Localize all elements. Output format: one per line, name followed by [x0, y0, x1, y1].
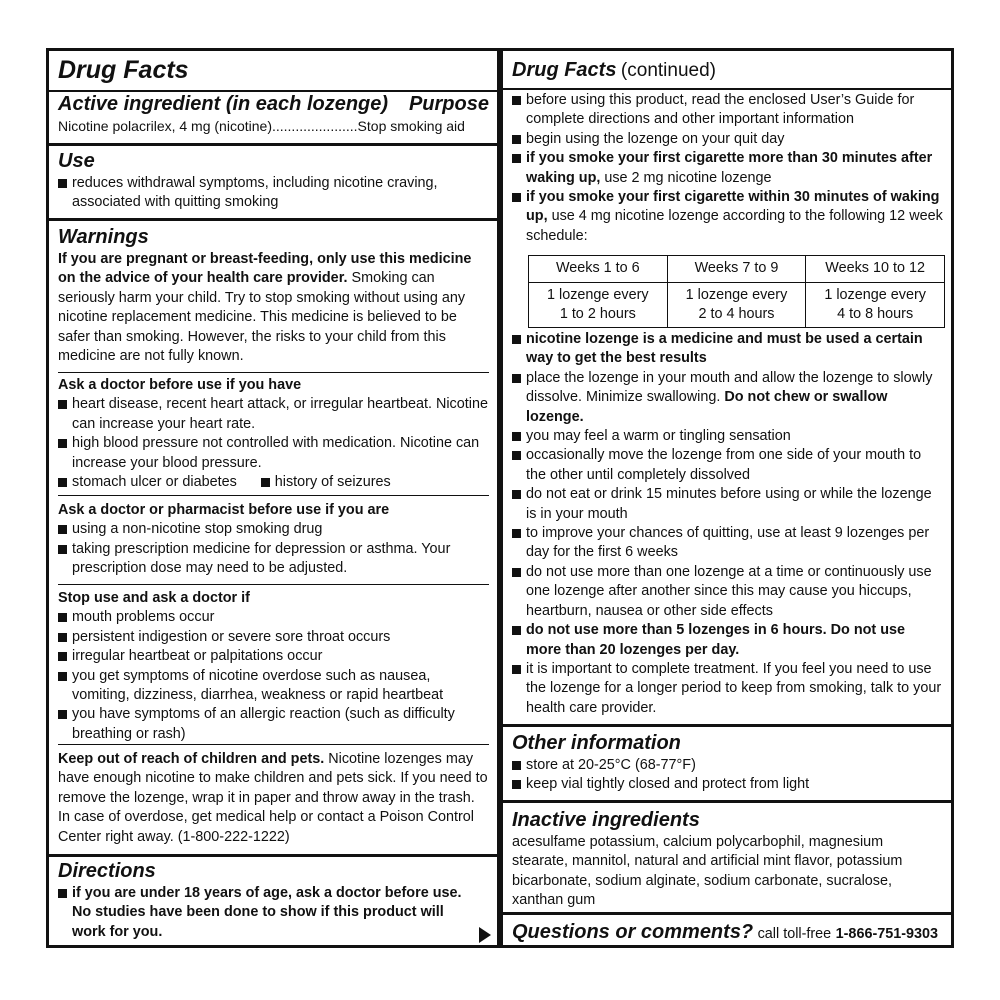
keep-out-text: [58, 750, 489, 847]
use-section: [49, 149, 497, 213]
table-row: [529, 256, 945, 283]
divider: [503, 88, 951, 90]
keep-out-section: [49, 750, 497, 847]
list-item: nicotine lozenge is a medicine and must be used a certain way to get the best results: [512, 330, 943, 369]
drug-facts-continued-header: [503, 58, 951, 83]
drug-facts-title: Drug Facts: [512, 59, 617, 81]
continue-arrow-icon: [479, 927, 491, 943]
questions-text: call toll-free: [757, 926, 832, 942]
table-cell: 1 lozenge every 4 to 8 hours: [806, 283, 945, 328]
list-item-text: place the lozenge in your mouth and allow the lozenge to slowly dissolve. Minimize swallowing.: [526, 369, 933, 406]
list-item: you get symptoms of nicotine overdose such as nausea, vomiting, dizziness, diarrhea, weakness or rapid heartbeat: [58, 667, 489, 706]
ask-doctor-heading: Ask a doctor before use if you have: [58, 377, 302, 393]
divider: [49, 854, 497, 857]
list-item: to improve your chances of quitting, use at least 9 lozenges per day for the first 6 weeks: [512, 524, 943, 563]
divider: [503, 724, 951, 727]
list-item: [512, 188, 943, 246]
list-item-text: use 4 mg nicotine lozenge according to the following 12 week schedule:: [526, 208, 943, 244]
list-item: do not use more than one lozenge at a time or continuously use one lozenge after another since this may cause you hiccups, heartburn, nausea or other side effects: [512, 563, 943, 621]
active-ingredient-heading: Active ingredient (in each lozenge): [58, 93, 389, 115]
list-item: do not use more than 5 lozenges in 6 hours. Do not use more than 20 lozenges per day.: [512, 621, 943, 660]
use-item: reduces withdrawal symptoms, including nicotine craving, associated with quitting smoking: [58, 174, 489, 213]
list-item-bold: if you smoke your first cigarette within 30 minutes of waking up,: [526, 189, 940, 225]
table-cell: 1 lozenge every 1 to 2 hours: [529, 283, 668, 328]
questions-phone: 1-866-751-9303: [835, 926, 939, 942]
list-item: taking prescription medicine for depression or asthma. Your prescription dose may need to be adjusted.: [58, 540, 489, 579]
pregnancy-warning: [58, 250, 489, 366]
table-header-cell: Weeks 1 to 6: [529, 256, 668, 283]
schedule-table: [528, 255, 945, 328]
list-item: you may feel a warm or tingling sensation: [512, 427, 943, 446]
stop-use-section: [49, 589, 497, 744]
pregnancy-warning-text: Smoking can seriously harm your child. Try to stop smoking without using any nicotine replacement medicine. This medicine is believed to be safer than smoking. However, the risks to your child from this medicine are not fully known.: [58, 270, 466, 365]
divider: [503, 912, 951, 915]
continued-label: (continued): [620, 60, 716, 81]
warnings-heading: Warnings: [58, 226, 149, 248]
stop-use-heading: Stop use and ask a doctor if: [58, 590, 250, 606]
questions-heading: Questions or comments?: [512, 921, 754, 943]
list-item: do not eat or drink 15 minutes before using or while the lozenge is in your mouth: [512, 485, 943, 524]
keep-out-bold: Keep out of reach of children and pets.: [58, 751, 325, 767]
list-item: high blood pressure not controlled with medication. Nicotine can increase your blood pressure.: [58, 434, 489, 473]
table-row: [529, 283, 945, 328]
list-item: history of seizures: [261, 473, 391, 492]
ask-pharmacist-section: [49, 501, 497, 579]
divider: [58, 584, 489, 585]
list-item: irregular heartbeat or palpitations occur: [58, 647, 489, 666]
divider: [58, 744, 489, 745]
keep-out-rest: Nicotine lozenges may have enough nicotine to make children and pets sick. If you need to remove the lozenge, wrap it in paper and throw away in the trash. In case of overdose, get medical help or contact a Poison Control Center right away. (1-800-222-1222): [58, 751, 488, 845]
ask-doctor-section: [49, 376, 497, 492]
list-item-text: use 2 mg nicotine lozenge: [604, 169, 772, 186]
other-information-section: [503, 731, 951, 795]
divider: [49, 143, 497, 146]
list-item: it is important to complete treatment. If you feel you need to use the lozenge for a longer period to keep from smoking, talk to your health care provider.: [512, 660, 943, 718]
inactive-ingredients-section: [503, 808, 951, 911]
list-item: stomach ulcer or diabetes: [58, 473, 237, 492]
active-ingredient-section: [49, 92, 497, 136]
pregnancy-warning-bold: If you are pregnant or breast-feeding, only use this medicine on the advice of your health care provider.: [58, 251, 472, 287]
purpose-heading: Purpose: [408, 93, 489, 115]
divider: [49, 218, 497, 221]
other-information-heading: Other information: [512, 732, 681, 754]
list-item: heart disease, recent heart attack, or irregular heartbeat. Nicotine can increase your heart rate.: [58, 395, 489, 434]
list-item: you have symptoms of an allergic reaction (such as difficulty breathing or rash): [58, 705, 489, 744]
inactive-ingredients-heading: Inactive ingredients: [512, 809, 700, 831]
use-heading: Use: [58, 150, 95, 172]
list-item: store at 20-25°C (68-77°F): [512, 756, 943, 775]
list-item: if you are under 18 years of age, ask a doctor before use. No studies have been done to show if this product will work for you.: [58, 884, 489, 942]
table-header-cell: Weeks 7 to 9: [667, 256, 806, 283]
directions-continued-2: [503, 330, 951, 718]
list-item: keep vial tightly closed and protect from light: [512, 775, 943, 794]
list-item: persistent indigestion or severe sore throat occurs: [58, 628, 489, 647]
list-item-bold: Do not chew or swallow lozenge.: [526, 389, 888, 425]
list-item: begin using the lozenge on your quit day: [512, 130, 943, 149]
directions-heading: Directions: [58, 860, 156, 882]
list-item: before using this product, read the enclosed User’s Guide for complete directions and other important information: [512, 91, 943, 130]
questions-section: [503, 920, 951, 945]
drug-facts-header: [49, 55, 497, 85]
divider: [58, 372, 489, 373]
divider: [58, 495, 489, 496]
list-item-bold: if you smoke your first cigarette more than 30 minutes after waking up,: [526, 150, 933, 186]
table-cell: 1 lozenge every 2 to 4 hours: [667, 283, 806, 328]
divider: [503, 800, 951, 803]
inactive-ingredients-text: acesulfame potassium, calcium polycarbophil, magnesium stearate, mannitol, natural and artificial mint flavor, potassium bicarbonate, sodium alginate, sodium carbonate, sucralose, xanthan gum: [512, 834, 903, 909]
table-header-cell: Weeks 10 to 12: [806, 256, 945, 283]
warnings-section: [49, 225, 497, 366]
drug-facts-title: Drug Facts: [58, 56, 189, 84]
list-item: mouth problems occur: [58, 608, 489, 627]
list-item: [512, 149, 943, 188]
drug-facts-panel-left: [46, 48, 500, 948]
list-item: occasionally move the lozenge from one side of your mouth to the other until completely dissolved: [512, 446, 943, 485]
ask-pharmacist-heading: Ask a doctor or pharmacist before use if you are: [58, 502, 390, 518]
list-item: [512, 369, 943, 427]
directions-continued: [503, 91, 951, 246]
list-item: using a non-nicotine stop smoking drug: [58, 520, 489, 539]
directions-section: [49, 859, 497, 942]
drug-facts-panel-right: [500, 48, 954, 948]
active-ingredient-line: Nicotine polacrilex, 4 mg (nicotine)......................Stop smoking aid: [58, 118, 465, 134]
